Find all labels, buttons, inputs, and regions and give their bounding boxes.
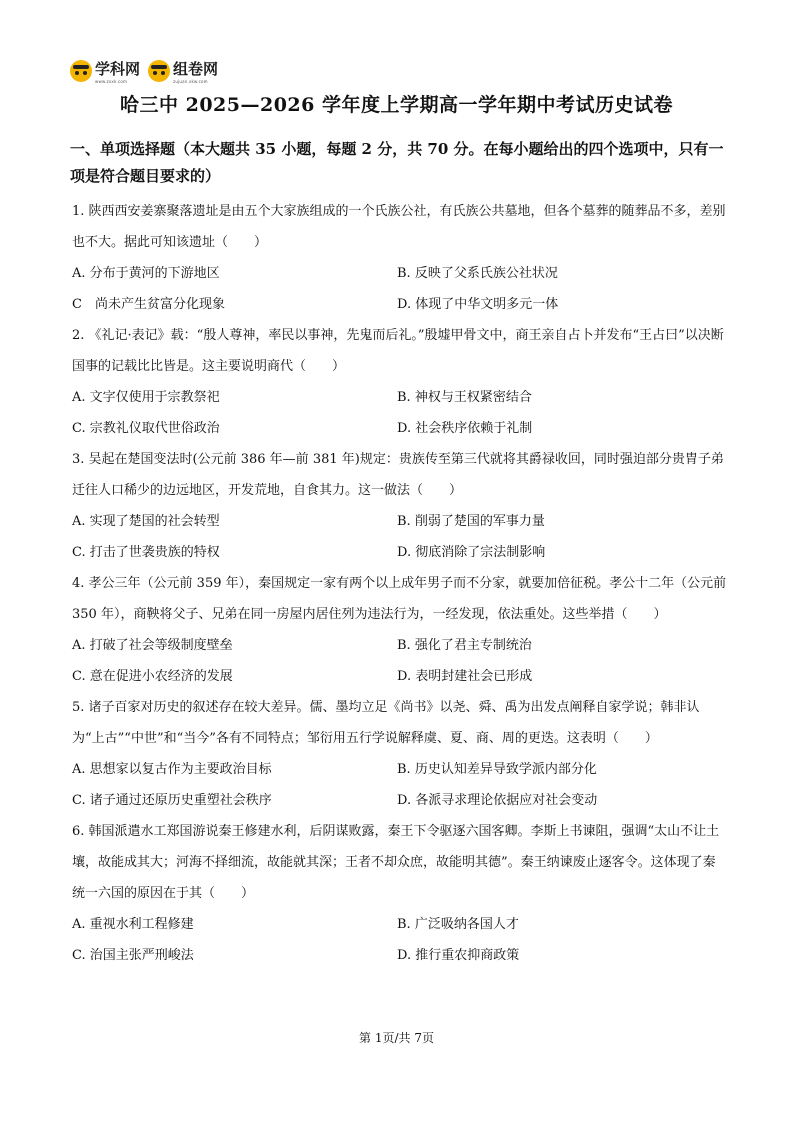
option-d: D. 各派寻求理论依据应对社会变动 <box>397 793 598 808</box>
zujuanwang-logo <box>148 59 218 84</box>
question-6 <box>72 816 727 971</box>
option-a: A. 实现了楚国的社会转型 <box>72 514 220 529</box>
option-c: C. 治国主张严刑峻法 <box>72 948 194 963</box>
page-number: 第 1页/共 7页 <box>359 1031 434 1045</box>
option-a: A. 重视水利工程修建 <box>72 917 194 932</box>
brand-logos <box>70 58 218 84</box>
options <box>72 754 727 816</box>
question-3 <box>72 444 727 568</box>
logo1-sub: www.zxxk.com <box>95 78 128 84</box>
question-stem: 5. 诸子百家对历史的叙述存在较大差异。儒、墨均立足《尚书》以尧、舜、禹为出发点阐释自家学说；韩非认为“上古”“中世”和“当今”各有不同特点；邹衍用五行学说解释虞、夏、商、周的更迭。这表明（ ） <box>72 700 700 746</box>
option-b: B. 广泛吸纳各国人才 <box>397 917 519 932</box>
option-b: B. 反映了父系氏族公社状况 <box>397 266 558 281</box>
option-c: C. 打击了世袭贵族的特权 <box>72 545 220 560</box>
option-c: C. 宗教礼仪取代世俗政治 <box>72 421 220 436</box>
section-heading: 一、单项选择题（本大题共 35 小题，每题 2 分，共 70 分。在每小题给出的四个选项中，只有一项是符合题目要求的） <box>70 140 724 185</box>
question-2 <box>72 320 727 444</box>
question-1 <box>72 196 727 320</box>
question-stem: 2. 《礼记·表记》载：“殷人尊神，率民以事神，先鬼而后礼。”殷墟甲骨文中，商王亲自占卜并发布“王占曰”以决断国事的记载比比皆是。这主要说明商代（ ） <box>72 328 724 374</box>
option-d: D. 表明封建社会已形成 <box>397 669 533 684</box>
question-stem: 1. 陕西西安姜寨聚落遗址是由五个大家族组成的一个氏族公社，有氏族公共墓地，但各个墓葬的随葬品不多，差别也不大。据此可知该遗址（ ） <box>72 204 726 250</box>
option-a: A. 文字仅使用于宗教祭祀 <box>72 390 220 405</box>
graduation-owl-icon <box>148 60 170 82</box>
logo2-text: 组卷网 <box>173 59 219 78</box>
options <box>72 382 727 444</box>
questions-list <box>72 196 727 971</box>
option-d: D. 社会秩序依赖于礼制 <box>397 421 533 436</box>
logo1-text: 学科网 <box>95 59 141 78</box>
question-stem: 3. 吴起在楚国变法时(公元前 386 年—前 381 年)规定：贵族传至第三代就将其爵禄收回，同时强迫部分贵胄子弟迁往人口稀少的边远地区，开发荒地，自食其力。这一做法（ ） <box>72 452 724 498</box>
option-b: B. 历史认知差异导致学派内部分化 <box>397 762 597 777</box>
owl-icon <box>70 60 92 82</box>
page-title: 哈三中 2025—2026 学年度上学期高一学年期中考试历史试卷 <box>120 94 673 116</box>
option-b: B. 强化了君主专制统治 <box>397 638 532 653</box>
option-d: D. 彻底消除了宗法制影响 <box>397 545 546 560</box>
options <box>72 258 727 320</box>
xuekewang-logo <box>70 59 140 84</box>
options <box>72 506 727 568</box>
option-b: B. 削弱了楚国的军事力量 <box>397 514 545 529</box>
options <box>72 630 727 692</box>
question-4 <box>72 568 727 692</box>
option-a: A. 打破了社会等级制度壁垒 <box>72 638 233 653</box>
option-d: D. 推行重农抑商政策 <box>397 948 520 963</box>
question-stem: 6. 韩国派遣水工郑国游说秦王修建水利，后阴谋败露，秦王下令驱逐六国客卿。李斯上书谏阻，强调“太山不让土壤，故能成其大；河海不择细流，故能就其深；王者不却众庶，故能明其德”。秦王纳谏废止逐客令。这体现了秦统一六国的原因在于其（ ） <box>72 824 720 901</box>
option-c: C 尚未产生贫富分化现象 <box>72 297 225 312</box>
logo2-sub: zujuan.xkw.com <box>173 78 208 84</box>
options <box>72 909 727 971</box>
option-a: A. 分布于黄河的下游地区 <box>72 266 220 281</box>
option-b: B. 神权与王权紧密结合 <box>397 390 532 405</box>
option-a: A. 思想家以复古作为主要政治目标 <box>72 762 272 777</box>
question-stem: 4. 孝公三年（公元前 359 年），秦国规定一家有两个以上成年男子而不分家，就要加倍征税。孝公十二年（公元前 350 年），商鞅将父子、兄弟在同一房屋内居住列为违法行为，一经发现，依法重处。这些举措（ ） <box>72 576 727 622</box>
option-d: D. 体现了中华文明多元一体 <box>397 297 559 312</box>
question-5 <box>72 692 727 816</box>
option-c: C. 意在促进小农经济的发展 <box>72 669 233 684</box>
option-c: C. 诸子通过还原历史重塑社会秩序 <box>72 793 272 808</box>
